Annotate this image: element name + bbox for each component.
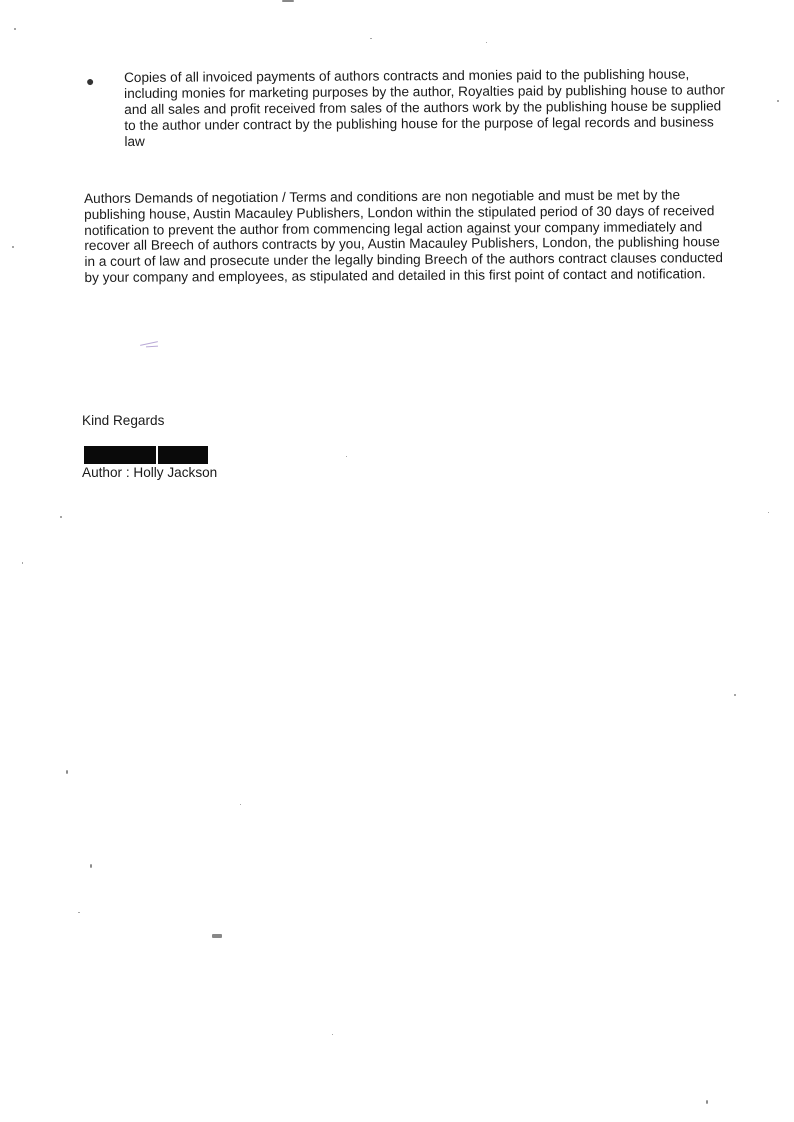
bullet-icon: ● [86, 73, 95, 89]
demands-paragraph: Authors Demands of negotiation / Terms and conditions are non negotiable and must be met by the publishing house, Austin Macauley Publishers, London within the stipulated period of 30 days of received notification to prevent the author from commencing legal action against your company immediately and recover all Breech of authors contracts by you, Austin Macauley Publishers, London, the publishing house in a court of law and prosecute under the legally binding Breech of the authors contract clauses conducted by your company and employees, as stipulated and detailed in this first point of contact and notification. [84, 187, 724, 285]
scan-speck [66, 770, 68, 774]
scan-speck [777, 100, 779, 102]
bullet-list-item [86, 66, 726, 150]
redacted-signature [84, 446, 208, 464]
bullet-text: Copies of all invoiced payments of authors contracts and monies paid to the publishing house, including monies for marketing purposes by the author, Royalties paid by publishing house to author and all sales and profit received from sales of the authors work by the publishing house be supplied to the author under contract by the publishing house for the purpose of legal records and business law [124, 66, 725, 149]
author-line: Author : Holly Jackson [82, 465, 218, 480]
scan-speck [240, 804, 241, 805]
scan-speck [768, 512, 769, 513]
scan-speck [486, 42, 487, 43]
scan-speck [212, 934, 222, 938]
scan-speck [734, 694, 736, 696]
scan-speck [332, 1034, 333, 1035]
scan-speck [706, 1100, 708, 1104]
pen-mark [146, 346, 158, 348]
scan-speck [22, 562, 23, 564]
scan-speck [12, 246, 14, 248]
salutation: Kind Regards [82, 413, 165, 428]
scan-speck [370, 38, 372, 39]
scan-speck [346, 456, 347, 457]
scan-speck [78, 912, 80, 913]
scan-speck [60, 516, 62, 518]
scan-speck [90, 864, 92, 868]
scan-speck [14, 28, 16, 30]
scan-speck [282, 0, 294, 2]
